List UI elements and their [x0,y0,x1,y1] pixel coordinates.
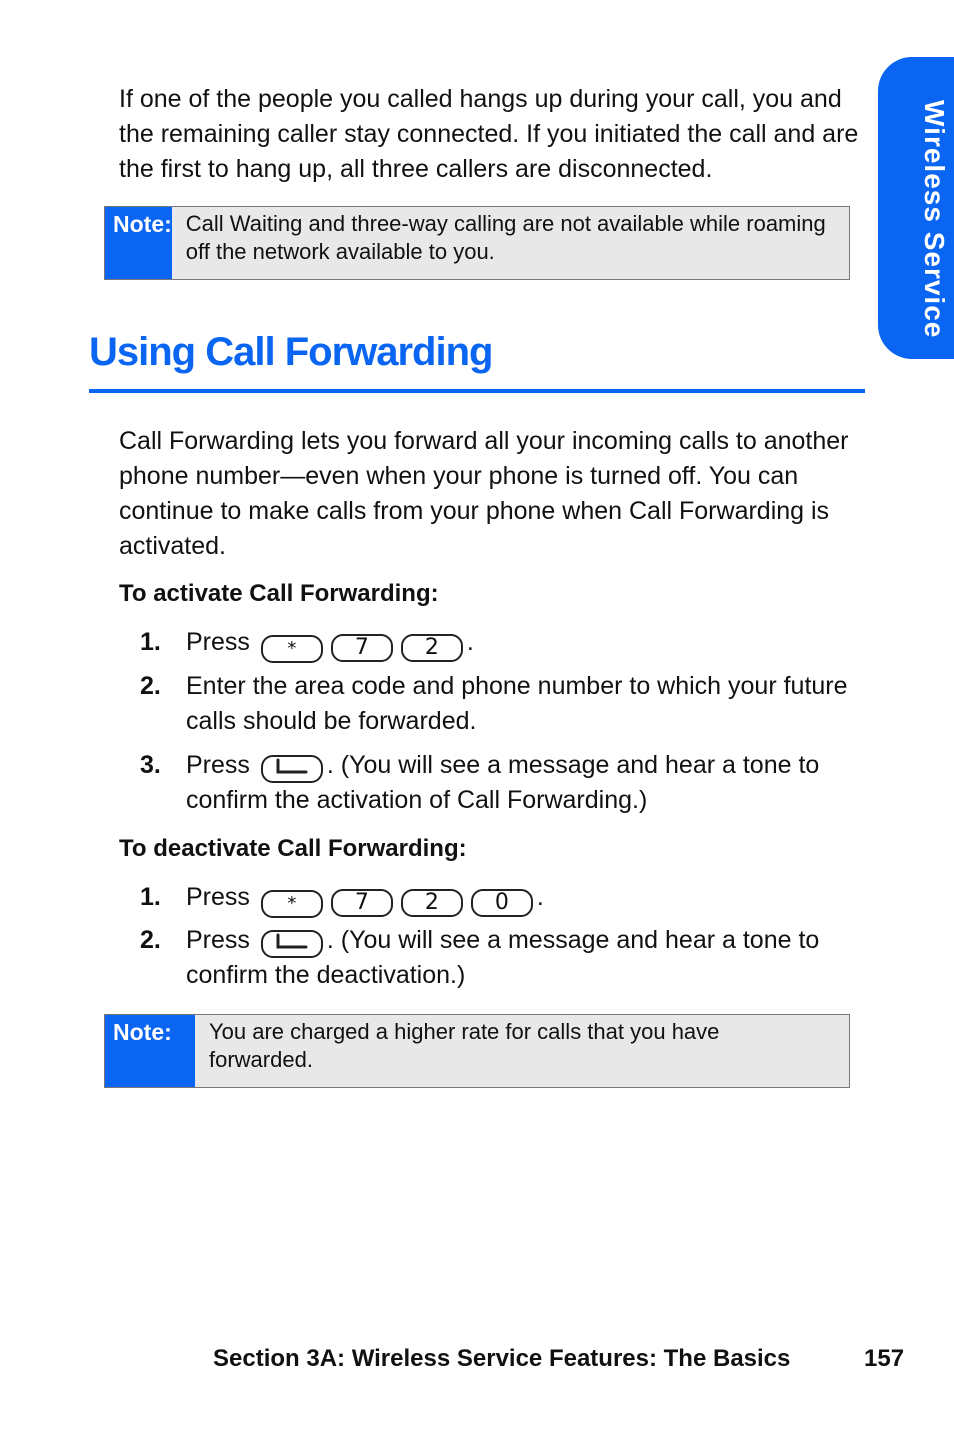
heading-rule [89,389,865,393]
step-lead: Press [186,751,250,779]
step-number: 1. [140,628,161,656]
deactivate-heading: To deactivate Call Forwarding: [119,835,467,862]
talk-key-icon [261,755,323,783]
note-label: Note: [105,207,172,279]
note-label: Note: [105,1015,195,1087]
two-key-icon: 2 [401,889,463,917]
note-box-1 [104,206,850,280]
zero-key-icon: 0 [471,889,533,917]
star-key-icon: * [261,890,323,918]
page-number: 157 [864,1345,905,1372]
step-tail: . [466,628,474,656]
step-tail: . [536,883,544,911]
note-text: You are charged a higher rate for calls that you have forwarded. [209,1019,720,1072]
section-heading: Using Call Forwarding [89,330,493,374]
step-number: 2. [140,926,161,954]
star-key-icon: * [261,635,323,663]
activate-heading: To activate Call Forwarding: [119,580,439,607]
step-number: 3. [140,751,161,779]
intro-paragraph: If one of the people you called hangs up during your call, you and the remaining caller stay connected. If you initiated the call and are the first to hang up, all three callers are disconnected. [119,85,859,183]
seven-key-icon: 7 [331,889,393,917]
talk-key-icon [261,930,323,958]
two-key-icon: 2 [401,634,463,662]
step-tail: . (You will see a message and hear a tone to confirm the deactivation.) [186,926,820,989]
note-box-2 [104,1014,850,1088]
note-text: Call Waiting and three-way calling are not available while roaming off the network available to you. [185,211,826,264]
footer-section-title: Section 3A: Wireless Service Features: The Basics [213,1345,791,1372]
step-number: 1. [140,883,161,911]
seven-key-icon: 7 [331,634,393,662]
step-lead: Press [186,628,250,656]
step-lead: Press [186,926,250,954]
step-number: 2. [140,672,161,700]
side-tab-label: Wireless Service [919,100,950,339]
body-paragraph: Call Forwarding lets you forward all your incoming calls to another phone number—even when your phone is turned off. You can continue to make calls from your phone when Call Forwarding is activated. [119,427,849,560]
step-lead: Press [186,883,250,911]
step-text: Enter the area code and phone number to which your future calls should be forwarded. [186,672,848,735]
step-tail: . (You will see a message and hear a tone to confirm the activation of Call Forwarding.) [186,751,820,814]
